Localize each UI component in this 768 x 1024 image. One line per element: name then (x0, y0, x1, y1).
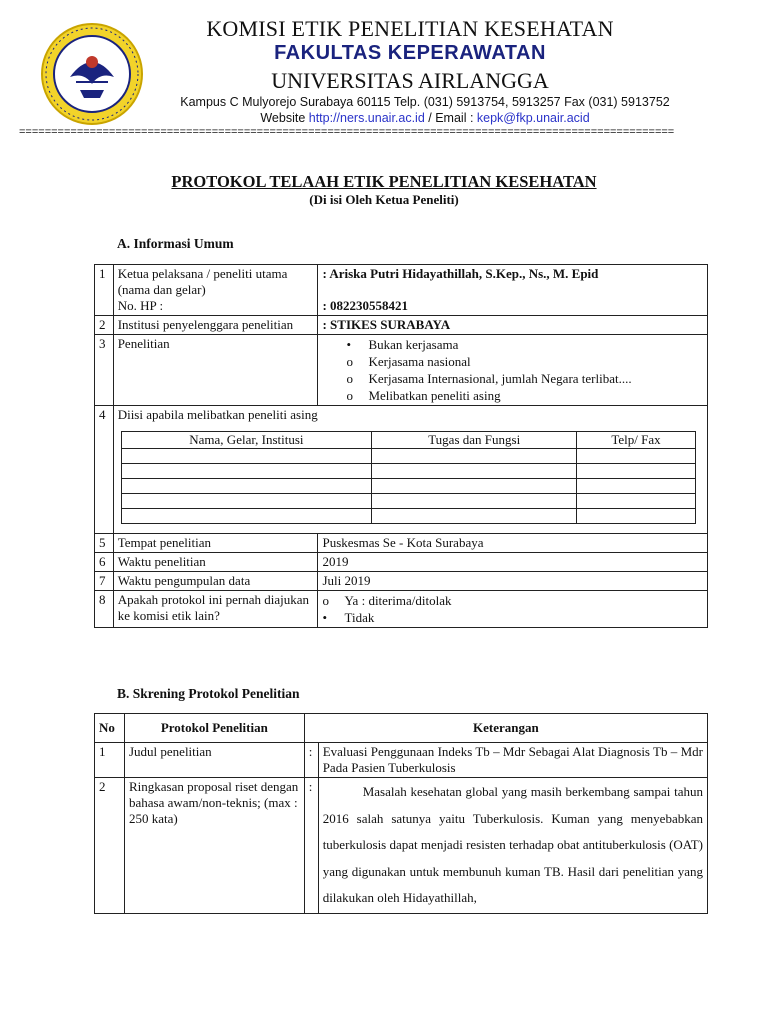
row-number: 1 (95, 265, 114, 316)
option-label: Kerjasama nasional (368, 354, 471, 369)
email-label: / Email : (424, 111, 477, 125)
header-separator: ====================================================================================================== (19, 126, 675, 138)
table-row (95, 406, 708, 534)
row-label-text: Ketua pelaksana / peneliti utama (nama dan gelar) (117, 266, 288, 297)
option-mark: o (346, 388, 353, 403)
option-mark: o (322, 593, 329, 608)
row-number: 7 (95, 572, 114, 591)
proposal-summary: Masalah kesehatan global yang masih berkembang sampai tahun 2016 salah satunya yaitu Tuberkulosis. Kuman yang menyebabkan tuberkulosis dapat menjadi resisten terhadap obat antituberkulosis (OAT) yang digunakan untuk membunuh kuman TB. Hasil dari penelitian yang dilakukan oleh Hidayathillah, (322, 784, 703, 905)
inner-header: Telp/ Fax (577, 432, 695, 449)
table-row (95, 572, 708, 591)
inner-empty-row[interactable] (121, 509, 695, 524)
row-label: Apakah protokol ini pernah diajukan ke komisi etik lain? (113, 591, 318, 628)
row-value: Juli 2019 (318, 572, 708, 591)
row-label: Ringkasan proposal riset dengan bahasa awam/non-teknis; (max : 250 kata) (124, 778, 304, 914)
website-link[interactable]: http://ners.unair.ac.id (308, 111, 425, 125)
option-item[interactable] (346, 370, 703, 387)
table-row (95, 553, 708, 572)
university-seal-icon (40, 22, 144, 126)
header-university-name: UNIVERSITAS AIRLANGGA (271, 68, 549, 93)
row-colon: : (304, 743, 318, 778)
row-colon: : (304, 778, 318, 914)
protocol-screening-table (94, 713, 708, 914)
option-label: Tidak (344, 610, 375, 625)
option-label: Bukan kerjasama (368, 337, 459, 352)
email-link[interactable]: kepk@fkp.unair.acid (476, 111, 590, 125)
row-label: Diisi apabila melibatkan peneliti asing (117, 407, 318, 422)
general-info-table (94, 264, 708, 628)
research-type-options (322, 336, 703, 404)
row-label: Waktu penelitian (113, 553, 318, 572)
option-label: Ya : diterima/ditolak (344, 593, 452, 608)
website-label: Website (260, 111, 309, 125)
row-label: Waktu pengumpulan data (113, 572, 318, 591)
row-number: 6 (95, 553, 114, 572)
inner-header: Tugas dan Fungsi (372, 432, 577, 449)
foreign-researcher-table (121, 431, 696, 524)
table-row (95, 335, 708, 406)
option-label: Melibatkan peneliti asing (368, 388, 501, 403)
option-label: Kerjasama Internasional, jumlah Negara terlibat.... (368, 371, 632, 386)
row-number: 2 (95, 778, 125, 914)
option-item[interactable] (322, 592, 703, 609)
row-label: Penelitian (113, 335, 318, 406)
inner-empty-row[interactable] (121, 464, 695, 479)
row-number: 5 (95, 534, 114, 553)
row-value: 2019 (318, 553, 708, 572)
document-subtitle: (Di isi Oleh Ketua Peneliti) (309, 192, 459, 207)
header-contact-line (130, 111, 720, 125)
table-row (95, 534, 708, 553)
header-row (95, 714, 708, 743)
section-b-heading: B. Skrening Protokol Penelitian (117, 686, 300, 701)
row-label: Judul penelitian (124, 743, 304, 778)
row-value (318, 335, 708, 406)
header-address: Kampus C Mulyorejo Surabaya 60115 Telp. (031) 5913754, 5913257 Fax (031) 5913752 (180, 95, 670, 109)
option-mark: o (346, 371, 353, 386)
inner-empty-row[interactable] (121, 479, 695, 494)
row-value: Puskesmas Se - Kota Surabaya (318, 534, 708, 553)
option-item[interactable] (346, 336, 703, 353)
row-value (318, 265, 708, 316)
column-header: No (95, 714, 125, 743)
document-title: PROTOKOL TELAAH ETIK PENELITIAN KESEHATAN (171, 172, 597, 191)
option-mark: • (322, 610, 328, 625)
table-row (95, 591, 708, 628)
option-mark: o (346, 354, 353, 369)
row-label-text: No. HP : (117, 298, 164, 313)
inner-empty-row[interactable] (121, 449, 695, 464)
phone-number: : 082230558421 (322, 298, 409, 313)
inner-header-row (121, 432, 695, 449)
column-header: Keterangan (304, 714, 707, 743)
row-number: 2 (95, 316, 114, 335)
row-value: : STIKES SURABAYA (318, 316, 708, 335)
option-item[interactable] (346, 353, 703, 370)
row-label (113, 265, 318, 316)
row-label: Institusi penyelenggara penelitian (113, 316, 318, 335)
proposal-summary-cell (318, 778, 707, 914)
prior-review-options (322, 592, 703, 626)
header-committee-name: KOMISI ETIK PENELITIAN KESEHATAN (206, 16, 614, 41)
row-label: Tempat penelitian (113, 534, 318, 553)
foreign-researcher-cell (113, 406, 707, 534)
row-number: 8 (95, 591, 114, 628)
row-value (318, 591, 708, 628)
option-mark: • (346, 337, 352, 352)
table-row (95, 265, 708, 316)
table-row (95, 316, 708, 335)
table-row (95, 743, 708, 778)
column-header: Protokol Penelitian (124, 714, 304, 743)
lead-researcher-name: : Ariska Putri Hidayathillah, S.Kep., Ns., M. Epid (322, 266, 599, 281)
option-item[interactable] (346, 387, 703, 404)
option-item[interactable] (322, 609, 703, 626)
section-a-heading: A. Informasi Umum (117, 236, 234, 251)
research-title: Evaluasi Penggunaan Indeks Tb – Mdr Sebagai Alat Diagnosis Tb – Mdr Pada Pasien Tuberkulosis (318, 743, 707, 778)
row-number: 1 (95, 743, 125, 778)
row-number: 3 (95, 335, 114, 406)
inner-empty-row[interactable] (121, 494, 695, 509)
row-number: 4 (95, 406, 114, 534)
header-faculty-name: FAKULTAS KEPERAWATAN (274, 42, 546, 64)
table-row (95, 778, 708, 914)
inner-header: Nama, Gelar, Institusi (121, 432, 371, 449)
